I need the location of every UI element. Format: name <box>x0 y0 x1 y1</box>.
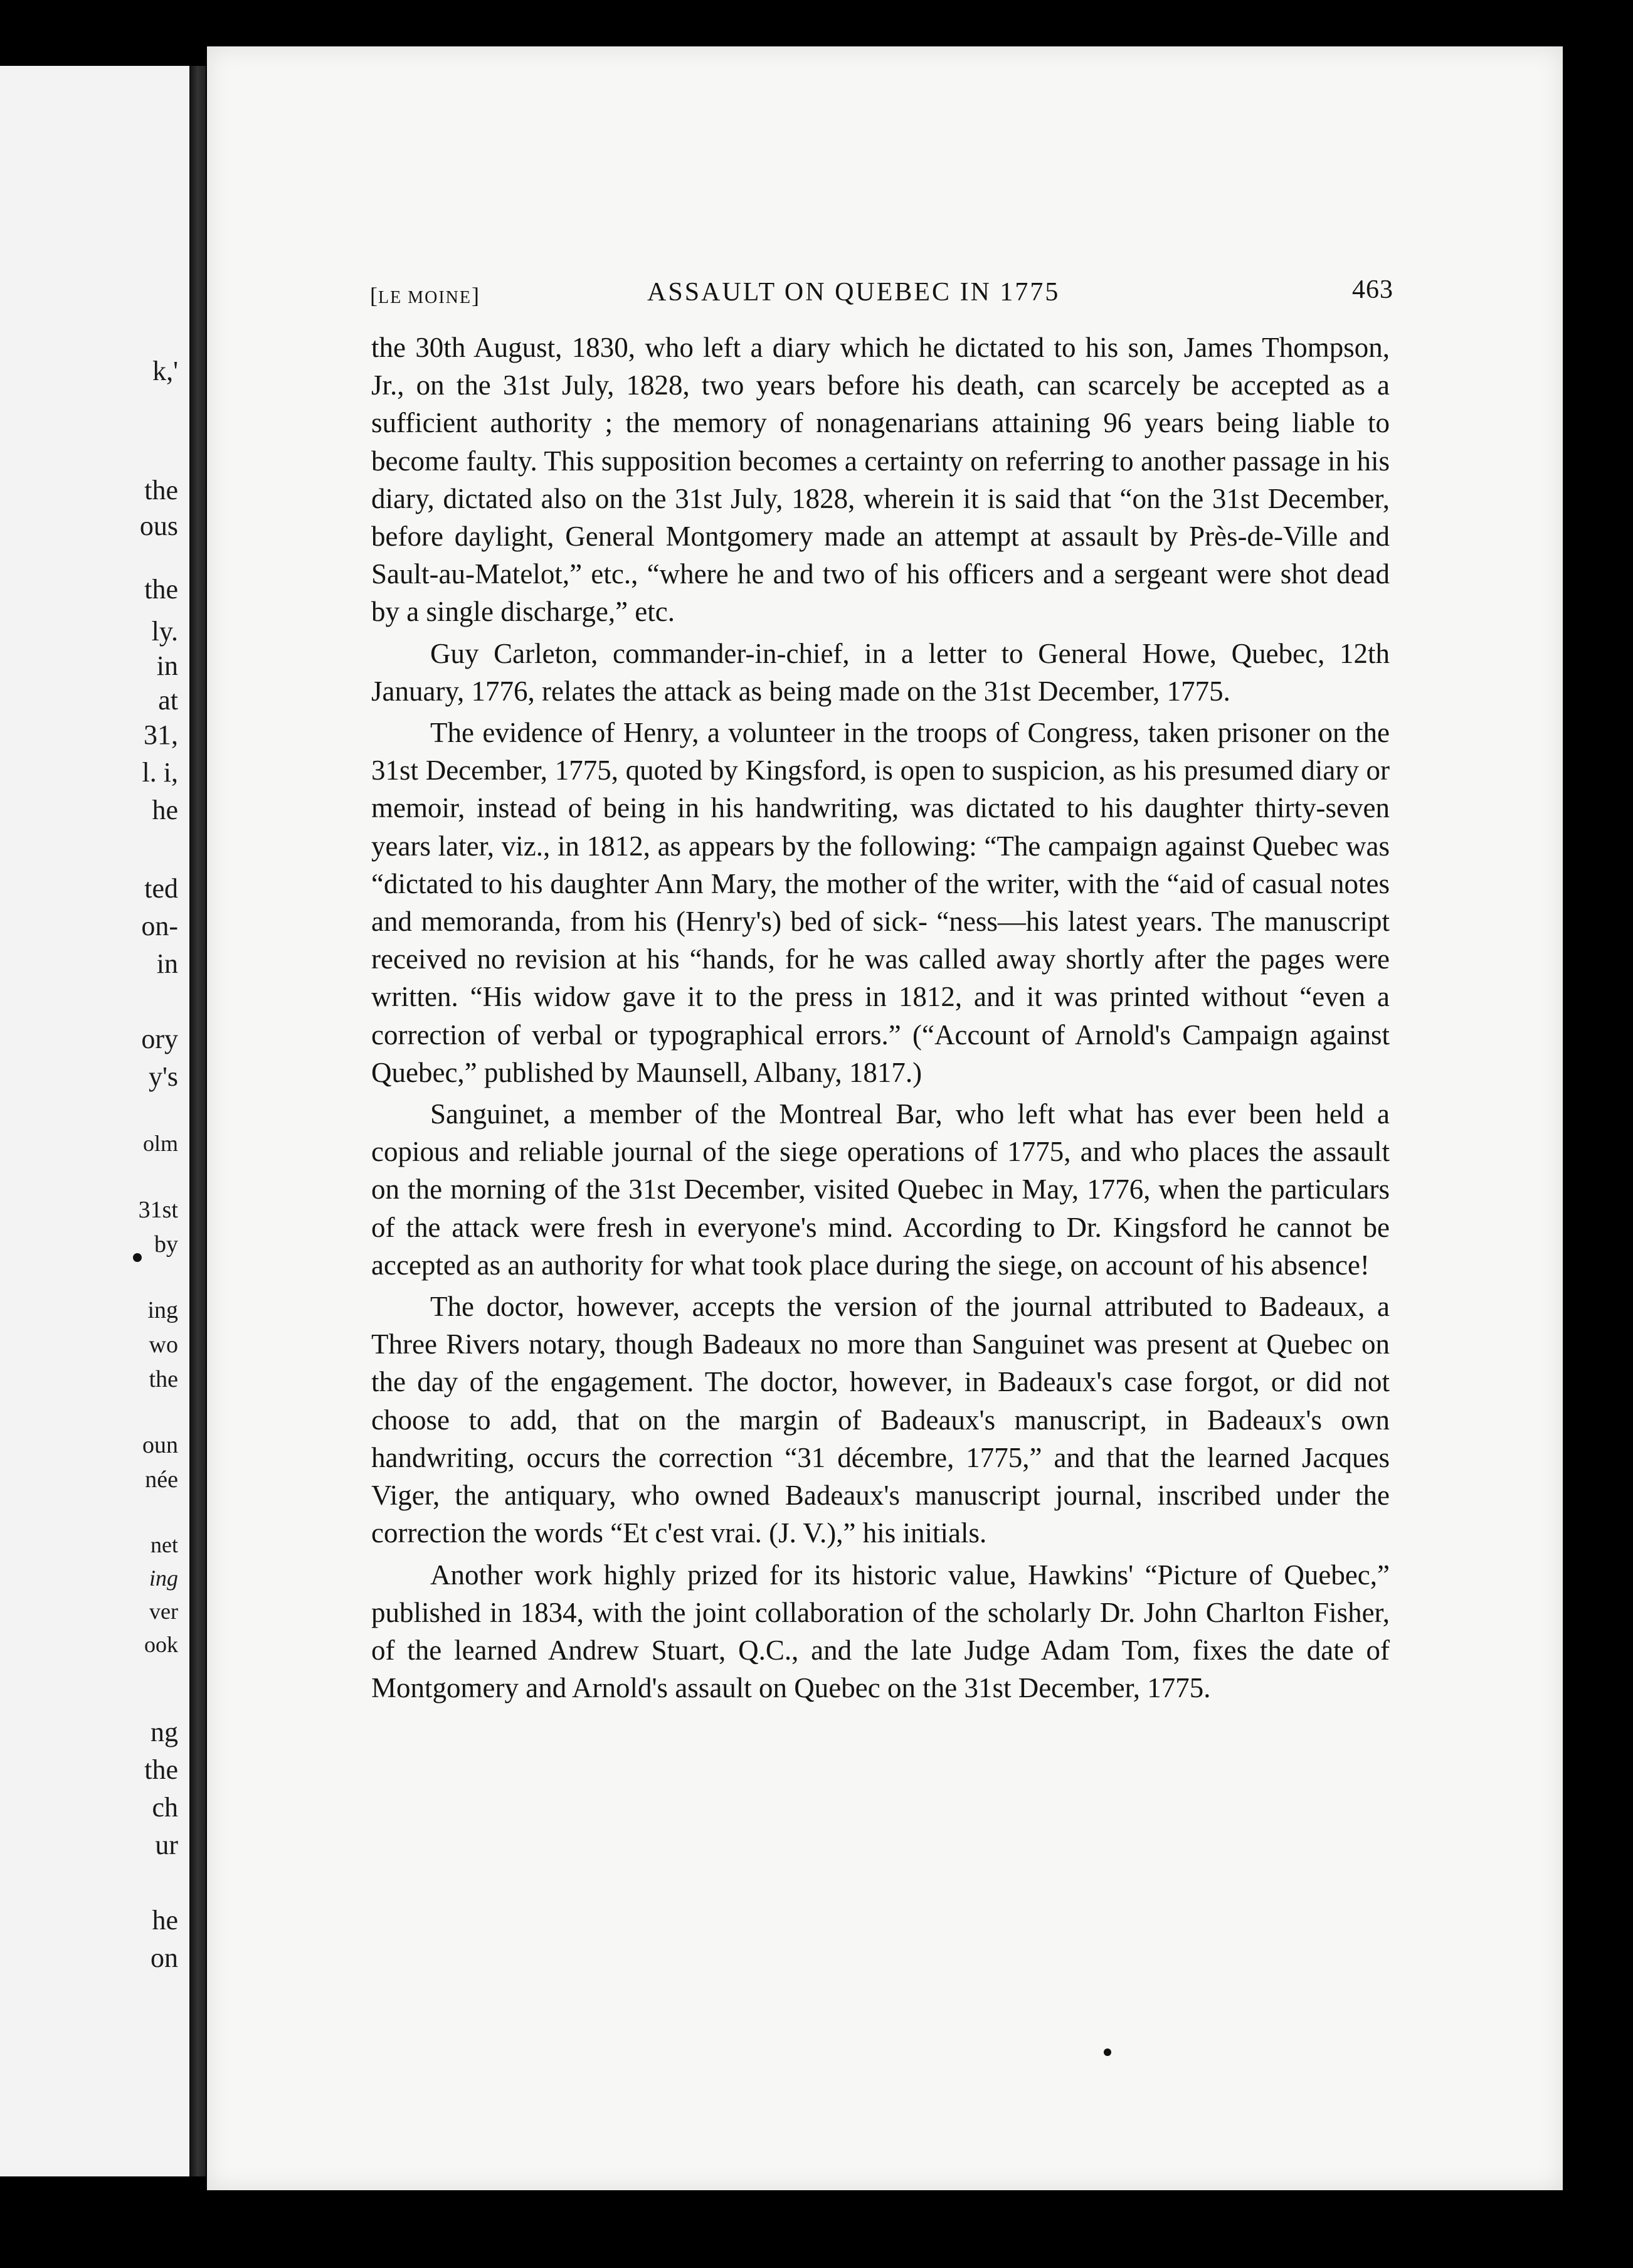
left-page-fragment: 31, <box>144 719 178 750</box>
left-page-fragment: née <box>145 1466 178 1493</box>
left-page-strip <box>0 66 189 2176</box>
left-page-fragment: in <box>156 948 178 979</box>
paragraph-carleton: Guy Carleton, commander-in-chief, in a letter to General Howe, Quebec, 12th January, 1776, relates the attack as being made on the 31st December, 1775. <box>371 637 1390 707</box>
paragraph-henry: The evidence of Henry, a volunteer in the troops of Congress, taken prisoner on the 31st December, 1775, quoted by Kingsford, is open to suspicion, as his presumed diary or memoir, instead of being in his handwriting, was dictated to his daughter thirty-seven years later, viz., in 1812, as appears by the following: “The campaign against Quebec was “dictated to his daughter Ann Mary, the mother of the writer, with the “aid of casual notes and memoranda, from his (Henry's) bed of sick- “ness—his latest years. The manuscript received no revision at his “hands, for he was called away shortly after the pages were written. “His widow gave it to the press in 1812, and it was printed without “even a correction of verbal or typographical errors.” (“Account of Arnold's Campaign against Quebec,” published by Maunsell, Albany, 1817.) <box>371 717 1390 1088</box>
left-page-fragment: ver <box>149 1599 178 1624</box>
left-page-fragment: ous <box>139 511 178 541</box>
left-page-fragment: ly. <box>151 616 178 647</box>
left-page-fragment: ng <box>151 1717 178 1747</box>
left-page-fragment: he <box>152 1905 178 1936</box>
left-page-fragment: the <box>149 1366 178 1392</box>
header-title: ASSAULT ON QUEBEC IN 1775 <box>647 278 1060 307</box>
left-page-fragment: ing <box>149 1566 178 1591</box>
left-page-fragment: k,' <box>152 356 178 386</box>
main-page <box>207 46 1563 2190</box>
header-author-name: LE MOINE <box>378 288 472 307</box>
paragraph-continued: the 30th August, 1830, who left a diary which he dictated to his son, James Thompson, Jr., on the 31st July, 1828, two years before his death, can scarcely be accepted as a sufficient authority ; the memory of nonagenarians attaining 96 years being liable to become faulty. This supposition becomes a certainty on referring to another passage in his diary, dictated also on the 31st July, 1828, wherein it is said that “on the 31st December, before daylight, General Montgomery made an attempt at assault by Près-de-Ville and Sault-au-Matelot,” etc., “where he and two of his officers and a sergeant were shot dead by a single discharge,” etc. <box>371 332 1390 628</box>
paragraph-badeaux: The doctor, however, accepts the version of the journal attributed to Badeaux, a Three Rivers notary, though Badeaux no more than Sanguinet was present at Quebec on the day of the engagement. The doctor, however, in Badeaux's case forgot, or did not choose to add, that on the margin of Badeaux's manuscript, in Badeaux's own handwriting, occurs the correction “31 décembre, 1775,” and that the learned Jacques Viger, the antiquary, who owned Badeaux's manuscript journal, inscribed under the correction the words “Et c'est vrai. (J. V.),” his initials. <box>371 1291 1390 1549</box>
left-page-fragment: oun <box>142 1432 178 1458</box>
left-page-fragment: ted <box>144 873 178 904</box>
paragraph-sanguinet: Sanguinet, a member of the Montreal Bar, who left what has ever been held a copious and reliable journal of the siege operations of 1775, and who places the assault on the morning of the 31st December, visited Quebec in May, 1776, when the particulars of the attack were fresh in everyone's mind. According to Dr. Kingsford he cannot be accepted as an authority for what took place during the siege, on account of his absence! <box>371 1098 1390 1281</box>
book-gutter <box>189 66 206 2176</box>
left-page-fragment: ch <box>152 1792 178 1823</box>
left-page-fragment: at <box>158 685 178 716</box>
left-page-fragment: ook <box>144 1632 178 1657</box>
left-page-fragment: the <box>144 475 178 506</box>
print-speck <box>133 1253 142 1262</box>
left-page-fragment: the <box>144 574 178 605</box>
page-number: 463 <box>1352 275 1393 304</box>
left-page-fragment: the <box>144 1754 178 1785</box>
left-page-fragment: net <box>151 1532 178 1557</box>
body-text <box>371 329 1390 1707</box>
paragraph-hawkins: Another work highly prized for its historic value, Hawkins' “Picture of Quebec,” published in 1834, with the joint collaboration of the scholarly Dr. John Charlton Fisher, of the learned Andrew Stuart, Q.C., and the late Judge Adam Tom, fixes the date of Montgomery and Arnold's assault on Quebec on the 31st December, 1775. <box>371 1559 1390 1704</box>
left-page-fragment: l. i, <box>142 757 178 788</box>
left-page-fragment: on <box>151 1942 178 1973</box>
left-page-fragment: ur <box>155 1830 178 1860</box>
print-speck <box>1104 2048 1111 2056</box>
left-page-fragment: wo <box>149 1332 178 1358</box>
left-page-fragment: 31st <box>138 1197 178 1223</box>
running-header <box>370 277 1393 321</box>
left-page-fragment: by <box>154 1231 178 1258</box>
left-page-fragment: y's <box>148 1061 178 1092</box>
left-page-fragment: ing <box>147 1297 178 1323</box>
left-page-fragment: on- <box>141 911 178 941</box>
left-page-fragment: in <box>156 650 178 681</box>
left-page-fragment: he <box>152 795 178 825</box>
left-page-fragment: olm <box>142 1131 178 1156</box>
header-author: [LE MOINE] <box>370 283 480 308</box>
left-page-fragment: ory <box>141 1024 178 1054</box>
